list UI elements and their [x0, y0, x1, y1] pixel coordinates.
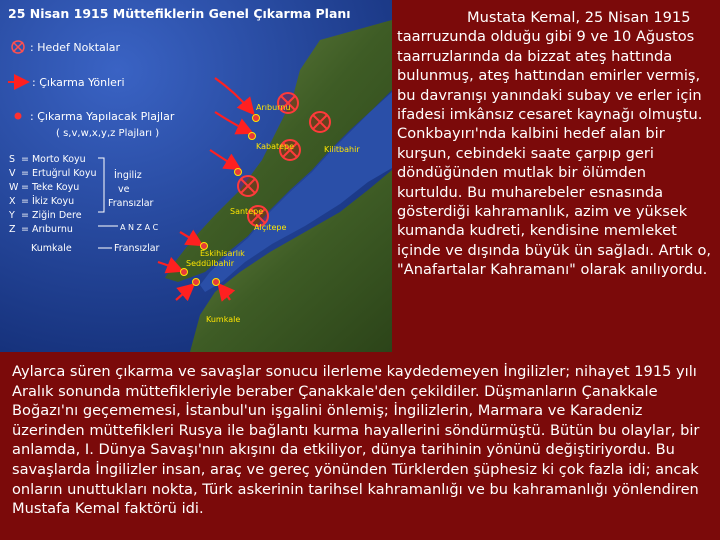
place-label: Kilitbahir: [324, 145, 360, 154]
right-paragraph: Mustata Kemal, 25 Nisan 1915 taarruzunda olduğu gibi 9 ve 10 Ağustos taarruzlarında da bizzat ateş hattında bulunmuş, ateş hattından emirler vermiş, bu davranışı yanındaki subay ve erler için ifadesi imkânsız cesaret kaynağı olmuştu. Conkbayırı'nda kalbini hedef alan bir kurşun, cebindeki saate çarpıp geri döndüğünden mutlak bir ölümden kurtuldu. Bu muharebeler esnasında gösterdiği kahramanlık, azim ve yüksek kumanda kudreti, kendisine memleket içinde ve dışında büyük ün sağladı. Artık o, "Anafartalar Kahramanı" olarak anılıyordu.: [397, 9, 712, 279]
map-title: 25 Nisan 1915 Müttefiklerin Genel Çıkarma Planı: [8, 6, 351, 21]
gallipoli-landing-map: [0, 0, 392, 352]
bottom-paragraph: Aylarca süren çıkarma ve savaşlar sonucu ilerleme kaydedemeyen İngilizler; nihayet 1915 yılı Aralık sonunda müttefikleriyle beraber Çanakkale'den çekildiler. Düşmanların Çanakkale Boğazı'nı geçememesi, İstanbul'un işgalini önlemiş; İngilizlerin, Marmara ve Karadeniz üzerinden müttefikleri Rusya ile bağlantı kurma hayallerini söndürmüştü. Bütün bu olaylar, bir anlamda, I. Dünya Savaşı'nın akışını da etkiliyor, dünya tarihinin yönünü değiştiriyordu. Bu savaşlarda İngilizler insan, araç ve gereç yönünden Türklerden şüphesiz ki çok fazla idi; ancak onların unuttukları nokta, Türk askerinin tarihsel kahramanlığı ve bu kahramanlığı yönlendiren Mustafa Kemal faktörü idi.: [12, 363, 700, 518]
legend-label: : Çıkarma Yönleri: [32, 76, 125, 89]
map-svg: [0, 0, 392, 352]
place-label: Arıburnu: [256, 103, 291, 112]
beach-code: V: [9, 168, 16, 179]
beach-code: S: [9, 154, 16, 165]
legend-english-french-3: Fransızlar: [108, 198, 154, 209]
beach-code: X: [9, 196, 16, 207]
beach-code: Y: [9, 210, 15, 221]
beach-name: = Teke Koyu: [21, 182, 80, 193]
place-label: Eskihisarlık: [200, 249, 245, 258]
legend-sub-label: ( s,v,w,x,y,z Plajları ): [56, 128, 160, 139]
target-icon: [310, 112, 330, 132]
beach-code: W: [9, 182, 19, 193]
legend-label: : Hedef Noktalar: [30, 41, 121, 54]
legend-english-french-1: İngiliz: [114, 170, 142, 181]
place-label: Kumkale: [206, 315, 241, 324]
beach-code: Z: [9, 224, 16, 235]
beach-name: = Morto Koyu: [21, 154, 86, 165]
beach-name: = Ziğin Dere: [21, 210, 82, 221]
legend-french: Fransızlar: [114, 243, 160, 254]
legend-english-french-2: ve: [118, 184, 130, 195]
beach-name: = Arıburnu: [21, 224, 73, 235]
place-label: Santepe: [230, 207, 264, 216]
beach-name: = Ertuğrul Koyu: [21, 168, 97, 179]
legend-label: : Çıkarma Yapılacak Plajlar: [30, 110, 175, 123]
place-label: Alçıtepe: [254, 223, 287, 232]
place-label: Kabatepe: [256, 142, 295, 151]
place-label: Seddülbahir: [186, 259, 235, 268]
legend-anzac: A N Z A C: [120, 223, 159, 232]
target-icon: [238, 176, 258, 196]
beach-marker-icon: [15, 113, 22, 120]
legend-kumkale: Kumkale: [31, 243, 72, 254]
beach-name: = İkiz Koyu: [21, 196, 75, 207]
